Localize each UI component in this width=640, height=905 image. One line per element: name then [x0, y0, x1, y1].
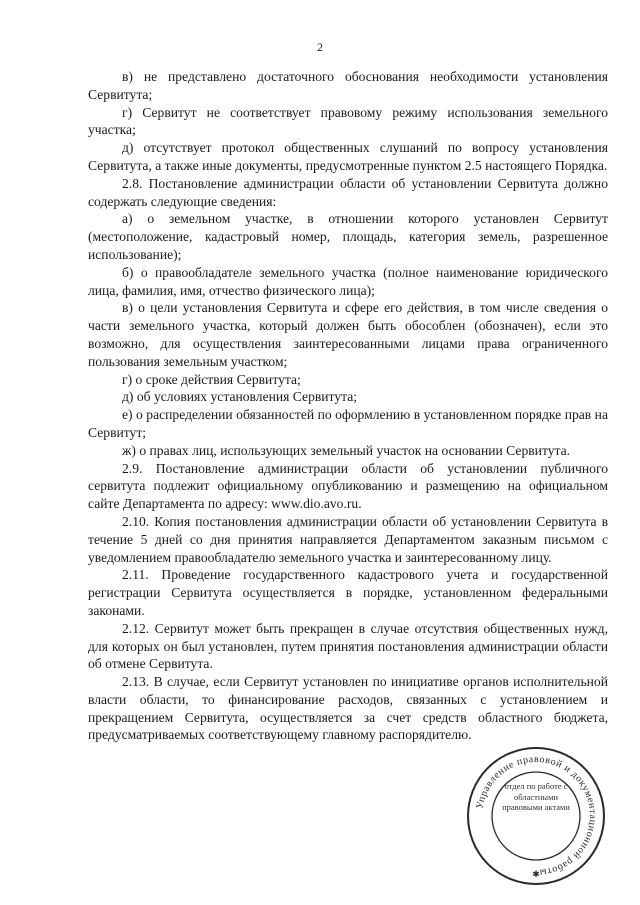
- stamp-seal-icon: [465, 745, 607, 887]
- star-icon: ✱: [532, 869, 540, 879]
- paragraph: ж) о правах лиц, использующих земельный участок на основании Сервитута.: [122, 442, 571, 458]
- paragraph: 2.8. Постановление администрации области об установлении Сервитута должно содержать следующие сведения:: [88, 175, 608, 209]
- paragraph: д) об условиях установления Сервитута;: [122, 389, 358, 405]
- paragraph: 2.12. Сервитут может быть прекращен в случае отсутствия общественных нужд, для которых он был установлен, путем принятия постановления администрации области об отмене Сервитута.: [88, 620, 608, 672]
- official-stamp: [465, 745, 607, 887]
- paragraph: а) о земельном участке, в отношении которого установлен Сервитут (местоположение, кадастровый номер, площадь, категория земель, разрешенное использование);: [88, 211, 608, 262]
- stamp-center-text: отдел по работе с областными правовыми актами: [502, 781, 570, 812]
- stamp-ring-text: Управление правовой и документационной работы: [474, 753, 599, 878]
- paragraph: б) о правообладателе земельного участка (полное наименование юридического лица, фамилия, имя, отчество физического лица);: [88, 264, 608, 298]
- paragraph: 2.9. Постановление администрации области об установлении публичного сервитута подлежит официальному опубликованию и размещению на официальном сайте Департамента по адресу: www.dio.avo.ru.: [88, 460, 608, 512]
- paragraph: 2.11. Проведение государственного кадастрового учета и государственной регистрации Сервитута осуществляется в порядке, установленном федеральными законами.: [88, 567, 608, 618]
- paragraph: д) отсутствует протокол общественных слушаний по вопросу установления Сервитута, а также иные документы, предусмотренные пунктом 2.5 настоящего Порядка.: [88, 140, 608, 173]
- paragraph: 2.13. В случае, если Сервитут установлен по инициативе органов исполнительной власти области, то финансирование расходов, связанных с установлением и прекращением Сервитута, осуществляется за счет средств областного бюджета, предусматриваемых соответствующему главному распорядителю.: [88, 674, 608, 743]
- paragraph: е) о распределении обязанностей по оформлению в установленном порядке прав на Сервитут;: [88, 407, 608, 440]
- paragraph: г) о сроке действия Сервитута;: [122, 371, 301, 387]
- paragraph: 2.10. Копия постановления администрации области об установлении Сервитута в течение 5 дней со дня принятия направляется Департаментом заказным письмом с уведомлением правообладателю земельного участка и заинтересованному лицу.: [88, 513, 608, 565]
- paragraph: в) о цели установления Сервитута и сфере его действия, в том числе сведения о части земельного участка, который должен быть обособлен (обозначен), если это возможно, для осуществления заинтересованными лицами права ограниченного пользования земельным участком;: [88, 300, 608, 369]
- page-number: 2: [317, 40, 323, 54]
- document-body: [88, 68, 608, 744]
- paragraph: г) Сервитут не соответствует правовому режиму использования земельного участка;: [88, 104, 608, 138]
- paragraph: в) не представлено достаточного обоснования необходимости установления Сервитута;: [88, 69, 608, 102]
